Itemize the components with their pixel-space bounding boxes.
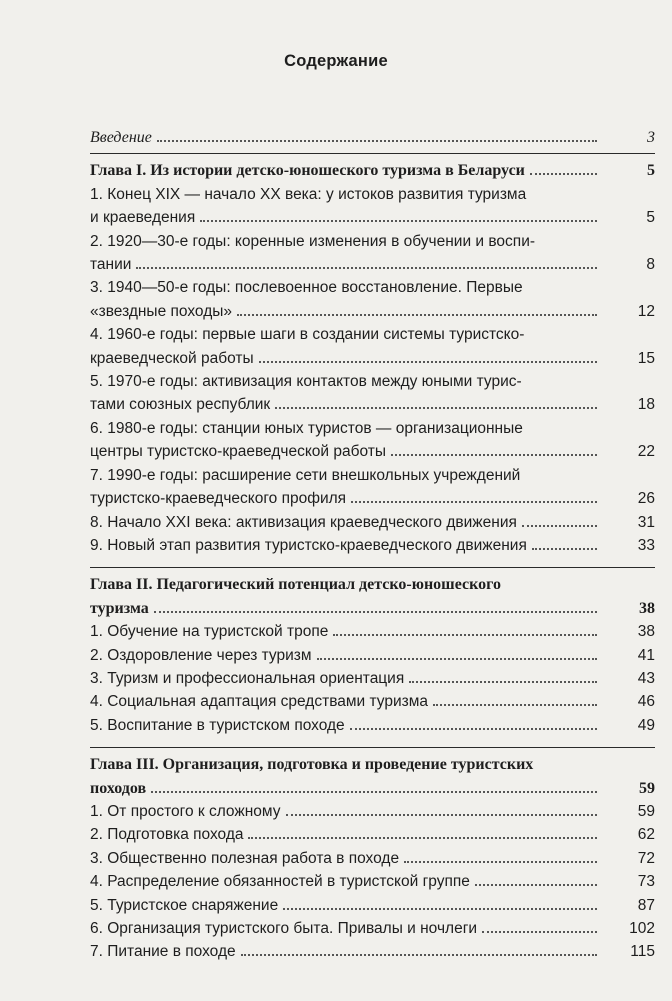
dot-leader	[351, 500, 597, 503]
toc-item-page: 41	[637, 646, 655, 664]
toc-item-text-line: 4. Социальная адаптация средствами туризма	[90, 693, 429, 711]
dot-leader	[333, 633, 597, 636]
toc-item-row[interactable]	[90, 800, 655, 823]
chapter-heading-text-line: походов	[90, 779, 147, 797]
toc-item-page: 22	[637, 443, 655, 461]
toc-item-last-line	[90, 644, 655, 667]
toc-item-last-line	[90, 487, 655, 510]
toc-item-text-line: 4. Распределение обязанностей в туристской группе	[90, 873, 470, 891]
dot-leader	[286, 813, 598, 816]
toc-item-last-line	[90, 440, 655, 463]
toc-item-page: 18	[637, 396, 655, 414]
toc-item-row[interactable]	[90, 183, 655, 230]
toc-item-text-line: 7. 1990-е годы: расширение сети внешкольных учреждений	[90, 466, 521, 484]
dot-leader	[136, 266, 597, 269]
dot-leader	[350, 727, 597, 730]
toc-item-row[interactable]	[90, 940, 655, 963]
toc-item-page: 38	[637, 623, 655, 641]
toc-item-page: 46	[637, 693, 655, 711]
toc-item-text-line: тании	[90, 256, 132, 274]
dot-leader	[248, 836, 597, 839]
toc-item-last-line	[90, 206, 655, 229]
toc-item-row[interactable]	[90, 464, 655, 511]
chapter-section	[90, 567, 655, 743]
toc-item-text-line: 5. Воспитание в туристском походе	[90, 716, 345, 734]
toc-item-text-line: 1. Обучение на туристской тропе	[90, 623, 329, 641]
toc-item-row[interactable]	[90, 870, 655, 893]
toc-item-page: 43	[637, 669, 655, 687]
toc-item-last-line	[90, 690, 655, 713]
toc-item-page: 102	[629, 920, 655, 937]
toc-item-last-line	[90, 894, 655, 917]
toc-item-last-line	[90, 847, 655, 870]
toc-item-row[interactable]	[90, 620, 655, 643]
toc-item-row[interactable]	[90, 847, 655, 870]
chapter-heading-last-line	[90, 159, 655, 182]
toc-item-row[interactable]	[90, 323, 655, 370]
toc-item-text-line: 3. Общественно полезная работа в походе	[90, 849, 400, 867]
toc-item-text-line: краеведческой работы	[90, 349, 254, 367]
toc-item-text-line: 5. 1970-е годы: активизация контактов между юными турис-	[90, 373, 522, 391]
toc-item-page: 26	[637, 490, 655, 508]
section-spacer	[90, 557, 655, 563]
toc-item-text-line: 4. 1960-е годы: первые шаги в создании системы туристско-	[90, 326, 525, 344]
toc-item-text-line: туристско-краеведческого профиля	[90, 490, 347, 508]
chapter-heading-text-line: Глава III. Организация, подготовка и проведение туристских	[90, 756, 534, 774]
table-of-contents	[90, 126, 655, 970]
toc-item-row[interactable]	[90, 417, 655, 464]
divider-line	[90, 567, 655, 568]
dot-leader	[200, 219, 597, 222]
toc-item-text-line: 1. Конец XIX — начало XX века: у истоков развития туризма	[90, 185, 527, 203]
toc-item-text-line: 3. Туризм и профессиональная ориентация	[90, 669, 405, 687]
dot-leader	[151, 790, 597, 793]
toc-item-last-line	[90, 917, 655, 940]
chapter-heading-page: 59	[639, 779, 655, 797]
toc-item-row[interactable]	[90, 534, 655, 557]
divider-line	[90, 153, 655, 154]
toc-item-text-line: 2. Подготовка похода	[90, 826, 244, 844]
toc-item-page: 62	[637, 826, 655, 844]
toc-item-last-line	[90, 940, 655, 963]
toc-item-last-line	[90, 667, 655, 690]
toc-intro-label: Введение	[90, 129, 152, 146]
divider-line	[90, 747, 655, 748]
dot-leader	[154, 610, 597, 613]
toc-item-last-line	[90, 714, 655, 737]
toc-item-page: 15	[637, 349, 655, 367]
dot-leader	[433, 703, 597, 706]
dot-leader	[275, 406, 597, 409]
chapter-heading-last-line	[90, 597, 655, 620]
chapter-heading-row[interactable]	[90, 159, 655, 182]
dot-leader	[409, 680, 597, 683]
toc-item-row[interactable]	[90, 894, 655, 917]
toc-item-text-line: 8. Начало XXI века: активизация краеведческого движения	[90, 513, 517, 531]
toc-item-text-line: 6. Организация туристского быта. Привалы и ночлеги	[90, 920, 478, 937]
toc-item-page: 72	[637, 849, 655, 867]
toc-item-row[interactable]	[90, 230, 655, 277]
dot-leader	[157, 139, 597, 142]
toc-item-text-line: и краеведения	[90, 209, 196, 227]
toc-item-row[interactable]	[90, 276, 655, 323]
dot-leader	[404, 860, 597, 863]
dot-leader	[522, 524, 597, 527]
toc-item-text-line: 9. Новый этап развития туристско-краеведческого движения	[90, 536, 527, 554]
toc-item-text-line: 2. 1920—30-е годы: коренные изменения в обучении и воспи-	[90, 232, 536, 250]
dot-leader	[532, 547, 597, 550]
toc-item-text-line: 1. От простого к сложному	[90, 802, 281, 820]
toc-item-page: 8	[646, 256, 655, 274]
chapters-container	[90, 153, 655, 969]
toc-item-text-line: 7. Питание в походе	[90, 943, 236, 961]
section-spacer	[90, 737, 655, 743]
dot-leader	[391, 453, 597, 456]
toc-item-row[interactable]	[90, 690, 655, 713]
chapter-heading-page: 5	[647, 162, 655, 180]
toc-item-text-line: 2. Оздоровление через туризм	[90, 646, 312, 664]
toc-item-text-line: 3. 1940—50-е годы: послевоенное восстановление. Первые	[90, 279, 523, 297]
chapter-heading-last-line	[90, 777, 655, 800]
toc-item-page: 73	[637, 873, 655, 891]
toc-item-last-line	[90, 300, 655, 323]
toc-item-last-line	[90, 800, 655, 823]
toc-item-text-line: 6. 1980-е годы: станции юных туристов — организационные	[90, 419, 523, 437]
dot-leader	[482, 930, 597, 933]
toc-intro-row[interactable]	[90, 126, 655, 149]
toc-item-page: 5	[646, 209, 655, 227]
toc-item-page: 87	[637, 896, 655, 914]
toc-item-page: 49	[637, 716, 655, 734]
toc-item-row[interactable]	[90, 714, 655, 737]
toc-item-text-line: тами союзных республик	[90, 396, 271, 414]
chapter-heading-row[interactable]	[90, 753, 655, 800]
toc-item-row[interactable]	[90, 823, 655, 846]
chapter-section	[90, 153, 655, 563]
chapter-heading-text-line: Глава II. Педагогический потенциал детско-юношеского	[90, 576, 501, 594]
dot-leader	[317, 657, 597, 660]
dot-leader	[241, 953, 597, 956]
chapter-heading-page: 38	[639, 599, 655, 617]
toc-item-row[interactable]	[90, 644, 655, 667]
toc-item-row[interactable]	[90, 667, 655, 690]
dot-leader	[475, 883, 597, 886]
toc-item-page: 115	[630, 943, 655, 961]
toc-item-text-line: 5. Туристское снаряжение	[90, 896, 279, 914]
toc-item-page: 59	[637, 802, 655, 820]
dot-leader	[530, 172, 597, 175]
page-title: Содержание	[284, 52, 388, 70]
toc-item-last-line	[90, 534, 655, 557]
toc-item-page: 31	[637, 513, 655, 531]
toc-item-text-line: «звездные походы»	[90, 302, 233, 320]
toc-item-last-line	[90, 511, 655, 534]
toc-item-last-line	[90, 823, 655, 846]
toc-item-last-line	[90, 253, 655, 276]
chapter-heading-text-line: Глава I. Из истории детско-юношеского туризма в Беларуси	[90, 162, 525, 180]
toc-item-last-line	[90, 347, 655, 370]
toc-item-last-line	[90, 620, 655, 643]
toc-item-row[interactable]	[90, 370, 655, 417]
chapter-heading-text-line: туризма	[90, 599, 149, 617]
chapter-heading-row[interactable]	[90, 573, 655, 620]
toc-item-last-line	[90, 393, 655, 416]
dot-leader	[237, 313, 597, 316]
toc-item-page: 12	[637, 302, 655, 320]
section-spacer	[90, 964, 655, 970]
toc-item-page: 33	[637, 536, 655, 554]
toc-item-row[interactable]	[90, 511, 655, 534]
toc-intro-page: 3	[647, 129, 655, 146]
dot-leader	[283, 907, 597, 910]
toc-item-row[interactable]	[90, 917, 655, 940]
dot-leader	[259, 360, 597, 363]
toc-item-last-line	[90, 870, 655, 893]
toc-item-text-line: центры туристско-краеведческой работы	[90, 443, 386, 461]
chapter-section	[90, 747, 655, 970]
